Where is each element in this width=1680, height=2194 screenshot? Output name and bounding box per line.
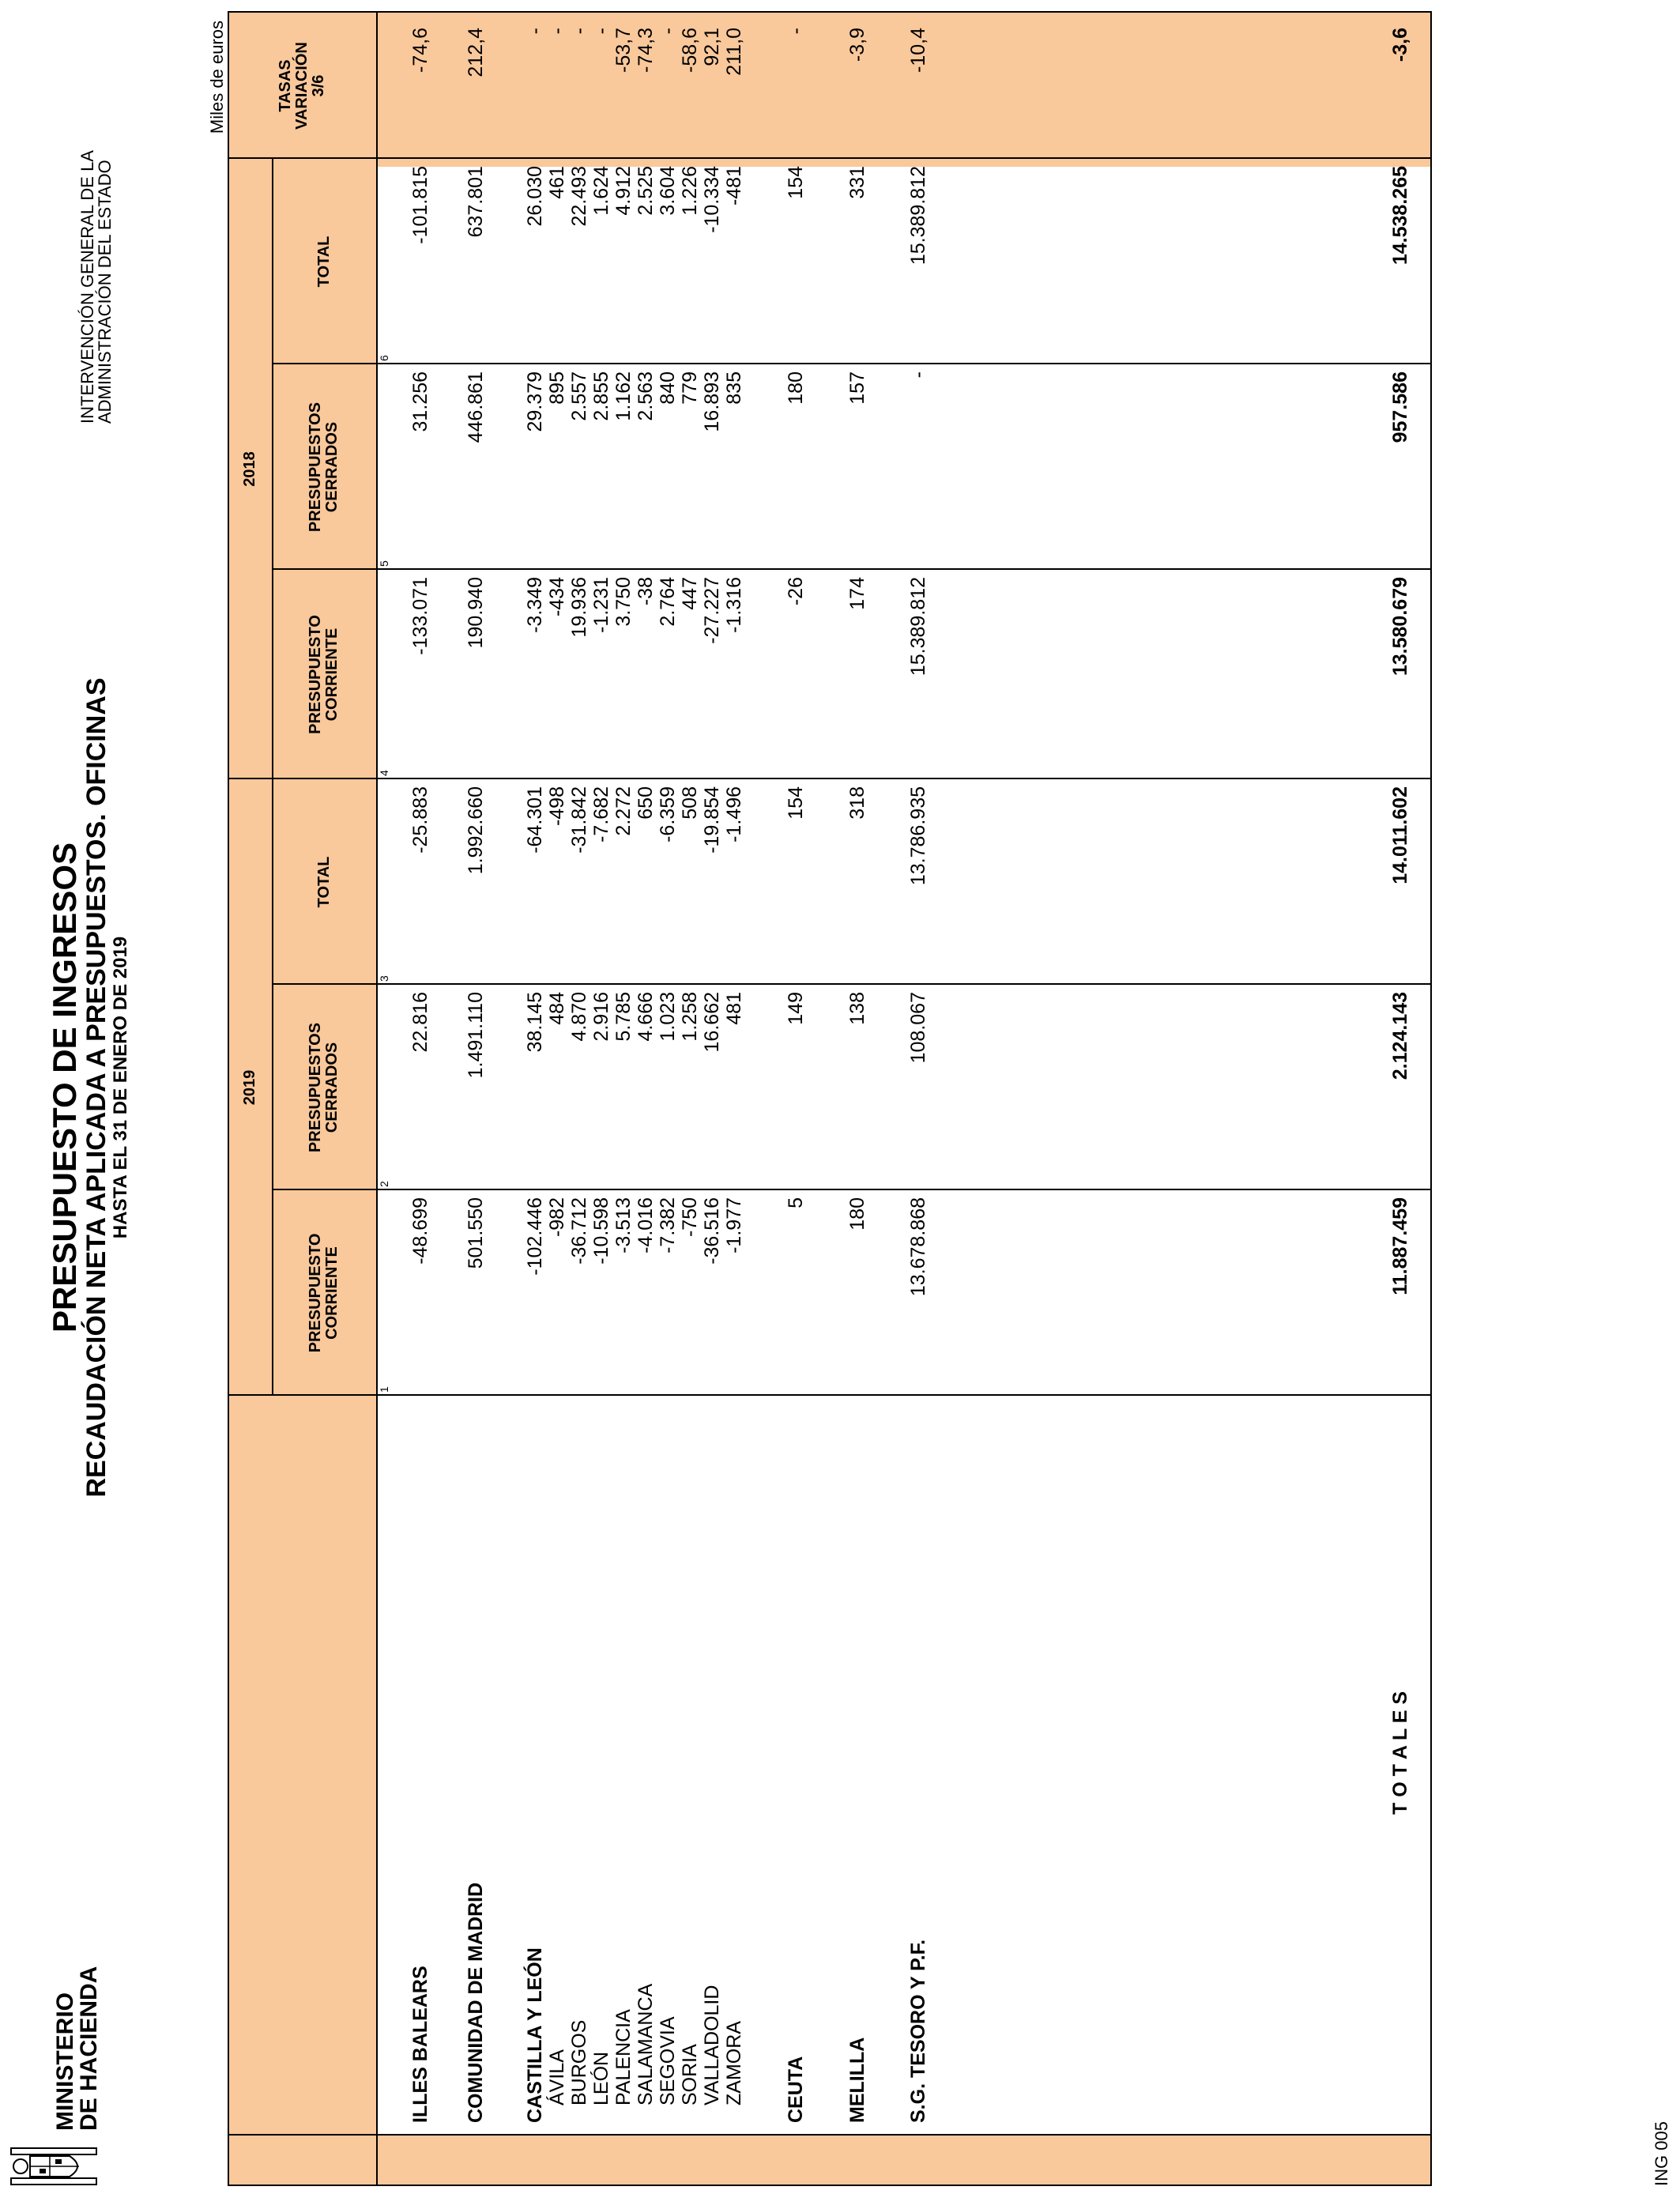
table-cell: 1.992.660 (465, 786, 487, 875)
table-cell: -982 (546, 1197, 568, 1238)
totals-label: T O T A L E S (1389, 1691, 1411, 1815)
rate-header-line-1: TASAS (276, 59, 294, 112)
rate-column (228, 13, 1430, 167)
row-label: CASTILLA Y LEÓN (524, 1947, 546, 2123)
table-cell: 154 (785, 166, 807, 199)
table-cell: -101.815 (409, 166, 431, 244)
table-cell: 16.662 (701, 992, 723, 1053)
column-header-line-1: PRESUPUESTO (307, 1233, 324, 1353)
table-cell: 92,1 (701, 28, 723, 66)
table-cell: 13.786.935 (907, 786, 929, 886)
table-cell: -10,4 (907, 28, 929, 73)
column-number: 3 (378, 975, 390, 982)
grid-line (272, 983, 1430, 985)
table-cell: 13.678.868 (907, 1197, 929, 1297)
table-cell: 22.493 (568, 166, 590, 227)
table-cell: 2.272 (612, 786, 635, 836)
office-line-2: ADMINISTRACIÓN DEL ESTADO (95, 160, 115, 424)
units-label: Miles de euros (207, 21, 227, 134)
table-cell: -6.359 (657, 786, 679, 843)
table-cell: - (590, 28, 612, 35)
table-cell: -64.301 (524, 786, 546, 854)
table-cell: -481 (723, 166, 745, 206)
table-cell: -750 (679, 1197, 701, 1238)
table-cell: 650 (635, 786, 657, 820)
table-cell: -102.446 (524, 1197, 546, 1276)
table-cell: 3.750 (612, 577, 635, 627)
page-date: HASTA EL 31 DE ENERO DE 2019 (110, 936, 131, 1239)
rate-header-line-3: 3/6 (309, 74, 327, 97)
table-cell: 484 (546, 992, 568, 1025)
table-cell: -74,6 (409, 28, 431, 73)
column-header-line-1: TOTAL (315, 856, 333, 908)
rate-header (228, 13, 376, 159)
table-cell: 447 (679, 577, 701, 610)
table-cell: 779 (679, 371, 701, 405)
row-label: SALAMANCA (635, 1983, 657, 2105)
table-cell: 1.624 (590, 166, 612, 216)
row-label: MELILLA (846, 2037, 868, 2123)
table-cell: 15.389.812 (907, 577, 929, 677)
table-cell: 2.557 (568, 371, 590, 421)
table-cell: 508 (679, 786, 701, 820)
row-label: S.G. TESORO Y P.F. (907, 1939, 929, 2123)
table-cell: 31.256 (409, 371, 431, 432)
table-cell: -7.382 (657, 1197, 679, 1253)
page-subtitle: RECAUDACIÓN NETA APLICADA A PRESUPUESTOS. OFICINAS (81, 677, 111, 1498)
column-number: 5 (378, 560, 390, 567)
table-cell: 154 (785, 786, 807, 820)
grid-line (228, 13, 229, 2186)
table-cell: 16.893 (701, 371, 723, 432)
column-header (272, 779, 376, 985)
table-cell: -7.682 (590, 786, 612, 843)
table-cell: -53,7 (612, 28, 635, 73)
table-cell: 26.030 (524, 166, 546, 227)
table-cell: 29.379 (524, 371, 546, 432)
row-label: ÁVILA (546, 2049, 568, 2105)
table-cell: 1.491.110 (465, 992, 487, 1079)
table-cell: - (785, 28, 807, 35)
table-cell: -27.227 (701, 577, 723, 644)
table-cell: 22.816 (409, 992, 431, 1053)
grid-line (272, 1189, 1430, 1190)
table-cell: 637.801 (465, 166, 487, 238)
table-cell: 331 (846, 166, 868, 199)
grid-line (228, 11, 1432, 13)
table-cell: 1.023 (657, 992, 679, 1042)
column-header (272, 364, 376, 570)
table-cell: -10.598 (590, 1197, 612, 1265)
table-cell: 1.258 (679, 992, 701, 1042)
totals-cell: 957.586 (1389, 371, 1411, 443)
row-label: ILLES BALEARS (409, 1966, 431, 2123)
row-label: SEGOVIA (657, 2016, 679, 2105)
table-cell: 190.940 (465, 577, 487, 649)
table-cell: 4.666 (635, 992, 657, 1042)
column-header-line-2: CERRADOS (323, 1042, 341, 1133)
row-label: COMUNIDAD DE MADRID (465, 1882, 487, 2123)
grid-line (228, 2134, 1430, 2136)
column-header (272, 159, 376, 364)
column-header-line-1: PRESUPUESTOS (307, 401, 324, 533)
table-cell: 174 (846, 577, 868, 610)
table-cell: - (568, 28, 590, 35)
table-cell: -10.334 (701, 166, 723, 233)
table-cell: 138 (846, 992, 868, 1025)
table-cell: -1.496 (723, 786, 745, 843)
table-cell: -133.071 (409, 577, 431, 655)
table-cell: 481 (723, 992, 745, 1025)
grid-line (376, 13, 378, 2186)
table-cell: 835 (723, 371, 745, 405)
year-2018-header: 2018 (240, 451, 258, 487)
column-header (272, 1190, 376, 1396)
table-cell: -1.977 (723, 1197, 745, 1253)
table-cell: -36.516 (701, 1197, 723, 1265)
table-cell: -1.316 (723, 577, 745, 633)
column-header-line-1: TOTAL (315, 236, 333, 288)
column-header-line-2: CORRIENTE (323, 628, 341, 722)
table-cell: 446.861 (465, 371, 487, 443)
table-cell: 180 (785, 371, 807, 405)
table-cell: -3.349 (524, 577, 546, 633)
totals-cell: 2.124.143 (1389, 992, 1411, 1080)
totals-cell: 11.887.459 (1389, 1197, 1411, 1295)
totals-cell: 14.538.265 (1389, 166, 1411, 266)
rate-header-line-2: VARIACIÓN (292, 42, 311, 130)
table-cell: -31.842 (568, 786, 590, 854)
table-cell: -38 (635, 577, 657, 606)
table-cell: -25.883 (409, 786, 431, 854)
table-cell: 2.764 (657, 577, 679, 627)
table-cell: -1.231 (590, 577, 612, 633)
table-cell: - (657, 28, 679, 35)
table-cell: -26 (785, 577, 807, 606)
table-cell: 5 (785, 1197, 807, 1208)
table-cell: 212,4 (465, 28, 487, 77)
column-header-line-1: PRESUPUESTOS (307, 1022, 324, 1153)
table-cell: 318 (846, 786, 868, 820)
table-cell: 1.226 (679, 166, 701, 216)
ministry-line-1: MINISTERIO (52, 1992, 78, 2131)
column-number: 6 (378, 355, 390, 361)
table-cell: 180 (846, 1197, 868, 1231)
table-cell: -3,9 (846, 28, 868, 62)
column-number: 1 (378, 1386, 390, 1393)
table-cell: 4.870 (568, 992, 590, 1042)
table-cell: -4.016 (635, 1197, 657, 1253)
row-label: SORIA (679, 2044, 701, 2105)
table-cell: 1.162 (612, 371, 635, 421)
document-code: ING 005 (1652, 2121, 1671, 2186)
table-cell: - (907, 371, 929, 379)
row-label: CEUTA (785, 2056, 807, 2123)
office-line-1: INTERVENCIÓN GENERAL DE LA (77, 150, 97, 424)
table-cell: -48.699 (409, 1197, 431, 1265)
row-label: LEÓN (590, 2051, 612, 2105)
table-cell: 108.067 (907, 992, 929, 1064)
column-header-line-1: PRESUPUESTO (307, 615, 324, 734)
totals-cell: -3,6 (1389, 28, 1411, 62)
table-cell: 2.916 (590, 992, 612, 1042)
table-cell: 15.389.812 (907, 166, 929, 266)
column-number: 4 (378, 770, 390, 776)
table-cell: 4.912 (612, 166, 635, 216)
totals-band (376, 2136, 1430, 2186)
column-number: 2 (378, 1181, 390, 1187)
totals-cell: 13.580.679 (1389, 577, 1411, 677)
grid-line (272, 568, 1430, 570)
table-cell: -498 (546, 786, 568, 827)
grid-line (1430, 13, 1432, 2186)
table-cell: 211,0 (723, 28, 745, 76)
table-cell: -19.854 (701, 786, 723, 854)
table-cell: 5.785 (612, 992, 635, 1042)
grid-line (272, 363, 1430, 364)
column-header (272, 985, 376, 1190)
page-title: PRESUPUESTO DE INGRESOS (46, 842, 83, 1333)
table-cell: -36.712 (568, 1197, 590, 1265)
grid-line (228, 157, 1430, 159)
table-cell: 149 (785, 992, 807, 1025)
row-label: BURGOS (568, 2019, 590, 2105)
grid-line (272, 1394, 1430, 1396)
table-cell: - (546, 28, 568, 35)
row-label: PALENCIA (612, 2009, 635, 2105)
table-cell: 2.563 (635, 371, 657, 421)
column-header-line-2: CERRADOS (323, 421, 341, 513)
table-cell: 38.145 (524, 992, 546, 1053)
table-cell: - (524, 28, 546, 35)
grid-line (228, 778, 1430, 779)
grid-line (228, 2185, 1430, 2186)
table-cell: -58,6 (679, 28, 701, 73)
table-cell: -434 (546, 577, 568, 617)
column-header-line-2: CORRIENTE (323, 1246, 341, 1340)
table-cell: 461 (546, 166, 568, 199)
table-cell: 2.855 (590, 371, 612, 421)
table-cell: -74,3 (635, 28, 657, 73)
row-label: VALLADOLID (701, 1985, 723, 2105)
table-cell: 157 (846, 371, 868, 405)
column-header (272, 570, 376, 779)
table-cell: 501.550 (465, 1197, 487, 1269)
table-cell: -3.513 (612, 1197, 635, 1253)
table-cell: 2.525 (635, 166, 657, 216)
row-label: ZAMORA (723, 2021, 745, 2105)
table-cell: 895 (546, 371, 568, 405)
ministry-line-2: DE HACIENDA (76, 1966, 102, 2131)
table-cell: 19.936 (568, 577, 590, 638)
table-cell: 840 (657, 371, 679, 405)
totals-cell: 14.011.602 (1389, 786, 1411, 884)
year-2019-header: 2019 (240, 1069, 258, 1106)
table-cell: 3.604 (657, 166, 679, 216)
